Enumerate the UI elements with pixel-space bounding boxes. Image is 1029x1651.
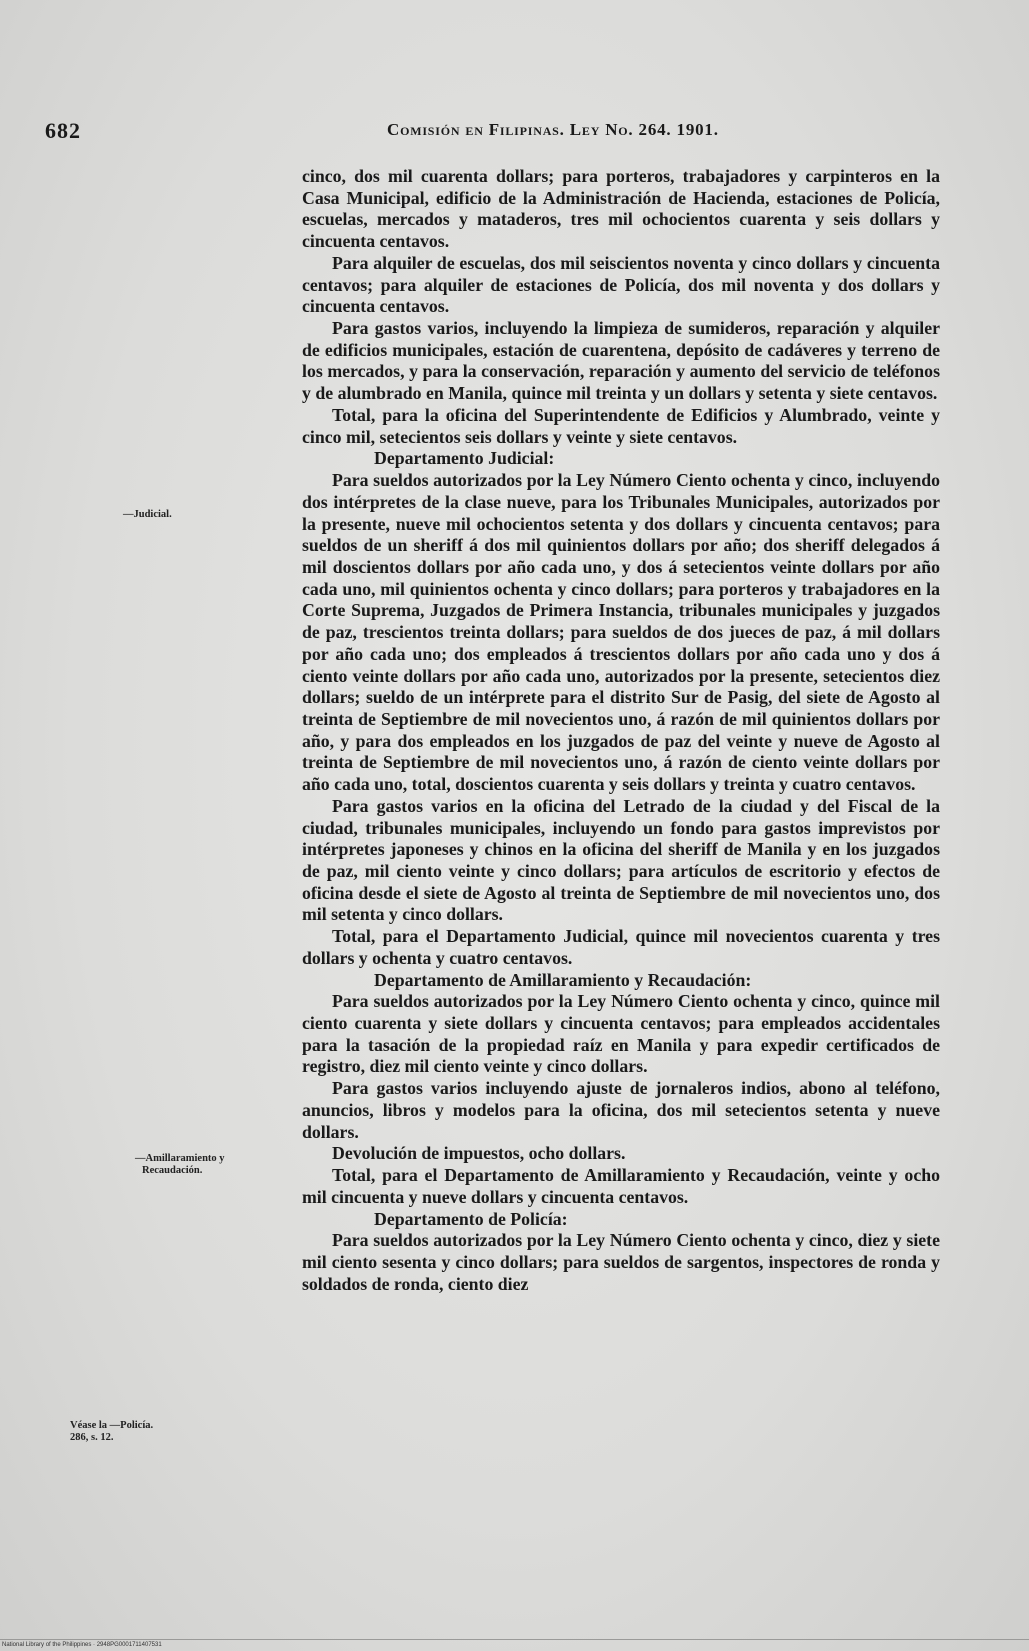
section-heading-judicial: Departamento Judicial: [374, 448, 555, 469]
paragraph: Para gastos varios incluyendo ajuste de jornaleros indios, abono al teléfono, anuncios, libros y modelos para la oficina, dos mil setecientos setenta y nueve dollars. [302, 1078, 940, 1142]
margin-note-amillaramiento-line1: —Amillaramiento y [135, 1153, 225, 1164]
margin-note-policia-line2: 286, s. 12. [70, 1432, 114, 1443]
page-number: 682 [45, 118, 81, 143]
paragraph: Para gastos varios en la oficina del Letrado de la ciudad y del Fiscal de la ciudad, tribunales municipales, incluyendo un fondo para gastos imprevistos por intérpretes japoneses y chinos en la oficina del sheriff de Manila y en los juzgados de paz, mil ciento veinte y cinco dollars; para artículos de escritorio y efectos de oficina desde el siete de Agosto al treinta de Septiembre de mil novecientos uno, dos mil setenta y cinco dollars. [302, 795, 940, 925]
paragraph: Total, para el Departamento Judicial, quince mil novecientos cuarenta y tres dollars y ochenta y cuatro centavos. [302, 926, 940, 968]
paragraph: Para sueldos autorizados por la Ley Número Ciento ochenta y cinco, quince mil ciento cuarenta y siete dollars y cincuenta centavos; para empleados accidentales para la tasación de la propiedad raíz en Manila y para expedir certificados de registro, diez mil ciento veinte y cinco dollars. [302, 991, 940, 1077]
paragraph: cinco, dos mil cuarenta dollars; para porteros, trabajadores y carpinteros en la Casa Municipal, edificio de la Administración de Hacienda, estaciones de Policía, escuelas, mercados y mataderos, tres mil ochocientos cuarenta y seis dollars y cincuenta centavos. [302, 166, 940, 252]
paragraph: Para sueldos autorizados por la Ley Número Ciento ochenta y cinco, diez y siete mil ciento sesenta y cinco dollars; para sueldos de sargentos, inspectores de ronda y soldados de ronda, ciento diez [302, 1230, 940, 1294]
section-heading-amillaramiento: Departamento de Amillaramiento y Recaudación: [374, 969, 752, 990]
section-heading-policia: Departamento de Policía: [374, 1208, 568, 1229]
footer-source-note: National Library of the Philippines · 2948PG0001711407531 [2, 1642, 162, 1648]
paragraph: Para gastos varios, incluyendo la limpieza de sumideros, reparación y alquiler de edificios municipales, estación de cuarentena, depósito de cadáveres y terreno de los mercados, y para la conservación, reparación y aumento del servicio de teléfonos y de alumbrado en Manila, quince mil treinta y un dollars y setenta y siete centavos. [302, 318, 940, 404]
body-text-column [302, 166, 940, 1295]
margin-note-policia-line1: Véase la —Policía. [70, 1420, 154, 1431]
footer-divider [0, 1639, 1029, 1640]
margin-note-amillaramiento-line2: Recaudación. [142, 1165, 203, 1176]
margin-note-judicial: —Judicial. [123, 509, 172, 520]
paragraph: Total, para la oficina del Superintendente de Edificios y Alumbrado, veinte y cinco mil, setecientos seis dollars y veinte y siete centavos. [302, 404, 940, 447]
paragraph: Total, para el Departamento de Amillaramiento y Recaudación, veinte y ocho mil cincuenta y nueve dollars y cincuenta centavos. [302, 1165, 940, 1207]
paragraph: Para alquiler de escuelas, dos mil seiscientos noventa y cinco dollars y cincuenta centavos; para alquiler de estaciones de Policía, dos mil noventa y dos dollars y cincuenta centavos. [302, 252, 940, 317]
running-title: Comisión en Filipinas. Ley No. 264. 1901. [387, 120, 719, 139]
paragraph: Devolución de impuestos, ocho dollars. [332, 1143, 626, 1164]
paragraph: Para sueldos autorizados por la Ley Número Ciento ochenta y cinco, incluyendo dos intérpretes de la clase nueve, para los Tribunales Municipales, autorizados por la presente, nueve mil ochocientos setenta y dos dollars y cincuenta centavos; para sueldos de un sheriff á dos mil quinientos dollars por año; dos sheriff delegados á mil doscientos dollars por año cada uno, y dos á setecientos veinte dollars por año cada uno, mil quinientos ochenta y cinco dollars; para porteros y trabajadores en la Corte Suprema, Juzgados de Primera Instancia, tribunales municipales y juzgados de paz, trescientos treinta dollars; para sueldos de dos jueces de paz, á mil dollars por año cada uno; dos empleados á trescientos dollars por año cada uno y dos á ciento veinte dollars por año cada uno, autorizados por la presente, setecientos diez dollars; sueldo de un intérprete para el distrito Sur de Pasig, del siete de Agosto al treinta de Septiembre de mil novecientos uno, á razón de mil quinientos dollars por año, y para dos empleados en los juzgados de paz del veinte y nueve de Agosto al treinta de Septiembre de mil novecientos uno, á razón de ciento veinte dollars por año cada uno, total, doscientos cuarenta y seis dollars y treinta y cuatro centavos. [302, 470, 940, 795]
page-header [45, 118, 860, 148]
